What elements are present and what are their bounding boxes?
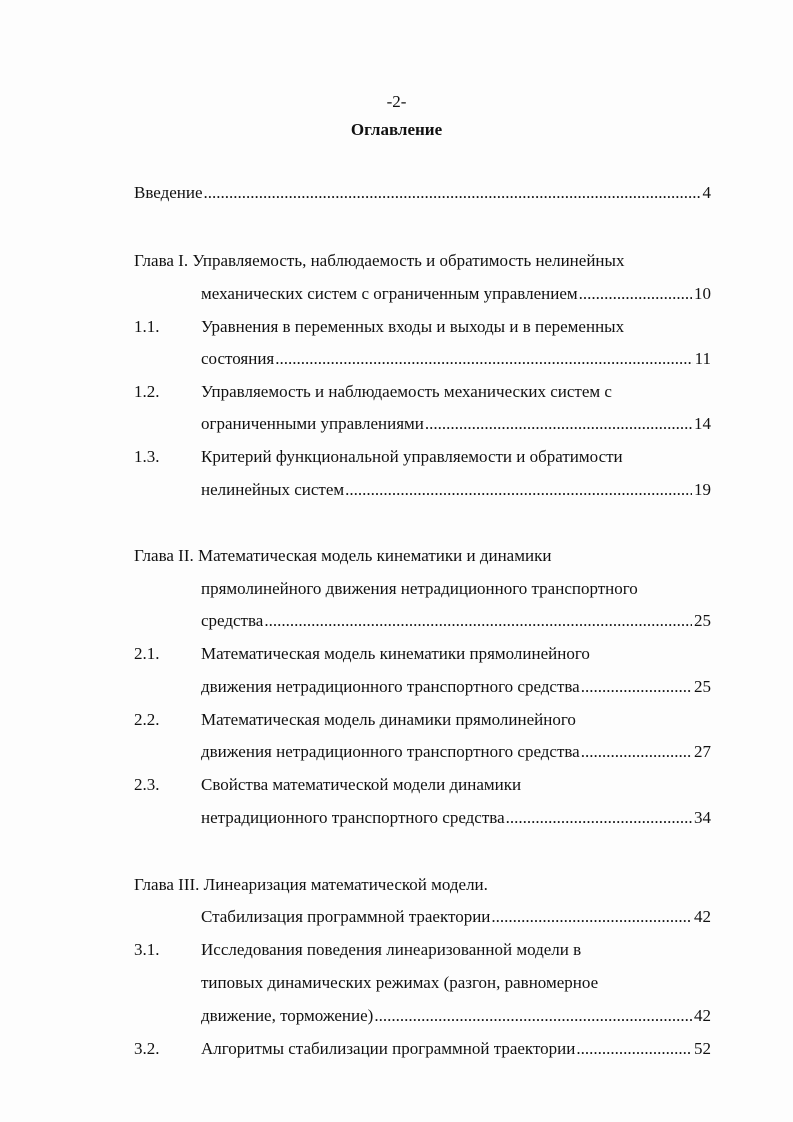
toc-entry-1-1: [201, 348, 711, 370]
toc-entry-3-2: [201, 1038, 711, 1060]
toc-entry-label: средства: [201, 611, 264, 630]
section-number: 2.3.: [134, 775, 160, 794]
toc-entry-page: 25: [694, 677, 711, 696]
dot-leader: [374, 1005, 692, 1027]
chapter-3-heading: Глава III. Линеаризация математической модели.: [134, 875, 488, 894]
section-title: Управляемость и наблюдаемость механических систем с: [201, 382, 612, 401]
toc-entry-1-2: [201, 413, 711, 435]
toc-entry-page: 34: [694, 808, 711, 827]
dot-leader: [425, 413, 692, 435]
toc-entry-2-2: [201, 741, 711, 763]
section-number: 1.2.: [134, 382, 160, 401]
dot-leader: [581, 676, 692, 698]
section-number: 3.1.: [134, 940, 160, 959]
page-number: -2-: [386, 92, 407, 111]
section-title: Математическая модель кинематики прямолинейного: [201, 644, 590, 663]
toc-entry-page: 4: [702, 183, 711, 202]
section-number: 1.3.: [134, 447, 160, 466]
toc-entry-page: 14: [694, 414, 711, 433]
toc-entry-page: 52: [694, 1039, 711, 1058]
dot-leader: [264, 610, 692, 632]
toc-entry-chapter-2: [201, 610, 711, 632]
section-number: 3.2.: [134, 1039, 160, 1058]
section-number: 2.1.: [134, 644, 160, 663]
toc-entry-page: 10: [694, 284, 711, 303]
section-title: Исследования поведения линеаризованной модели в: [201, 940, 582, 959]
toc-title: Оглавление: [350, 120, 443, 139]
dot-leader: [581, 741, 692, 763]
toc-entry-label: движения нетрадиционного транспортного средства: [201, 742, 580, 761]
toc-entry-chapter-1: [201, 283, 711, 305]
toc-entry-page: 42: [694, 1006, 711, 1025]
toc-entry-3-1: [201, 1005, 711, 1027]
dot-leader: [576, 1038, 692, 1060]
section-title: Критерий функциональной управляемости и обратимости: [201, 447, 623, 466]
toc-entry-label: нелинейных систем: [201, 480, 345, 499]
section-title: Уравнения в переменных входы и выходы и в переменных: [201, 317, 625, 336]
toc-entry-1-3: [201, 479, 711, 501]
toc-entry-page: 19: [694, 480, 711, 499]
toc-entry-label: нетрадиционного транспортного средства: [201, 808, 505, 827]
toc-entry-label: движения нетрадиционного транспортного средства: [201, 677, 580, 696]
toc-entry-page: 27: [694, 742, 711, 761]
toc-entry-label: механических систем с ограниченным управлением: [201, 284, 578, 303]
dot-leader: [275, 348, 692, 370]
toc-entry-label: Введение: [134, 183, 203, 202]
section-number: 1.1.: [134, 317, 160, 336]
dot-leader: [506, 807, 692, 829]
dot-leader: [345, 479, 692, 501]
toc-entry-2-1: [201, 676, 711, 698]
section-title-line2: типовых динамических режимах (разгон, равномерное: [201, 973, 599, 992]
toc-entry-page: 42: [694, 907, 711, 926]
chapter-1-heading: Глава I. Управляемость, наблюдаемость и обратимость нелинейных: [134, 251, 625, 270]
dot-leader: [579, 283, 692, 305]
dot-leader: [491, 906, 692, 928]
dot-leader: [204, 182, 701, 204]
section-number: 2.2.: [134, 710, 160, 729]
toc-entry-label: движение, торможение): [201, 1006, 374, 1025]
toc-entry-label: состояния: [201, 349, 275, 368]
toc-entry-page: 25: [694, 611, 711, 630]
toc-entry-label: Стабилизация программной траектории: [201, 907, 491, 926]
toc-entry-chapter-3: [201, 906, 711, 928]
chapter-2-heading-line2: прямолинейного движения нетрадиционного транспортного: [201, 579, 638, 598]
toc-entry-label: ограниченными управлениями: [201, 414, 424, 433]
toc-entry-2-3: [201, 807, 711, 829]
toc-entry-intro: [134, 182, 711, 204]
chapter-2-heading: Глава II. Математическая модель кинематики и динамики: [134, 546, 552, 565]
toc-entry-label: Алгоритмы стабилизации программной траектории: [201, 1039, 576, 1058]
toc-entry-page: 11: [694, 349, 711, 368]
section-title: Свойства математической модели динамики: [201, 775, 522, 794]
section-title: Математическая модель динамики прямолинейного: [201, 710, 576, 729]
